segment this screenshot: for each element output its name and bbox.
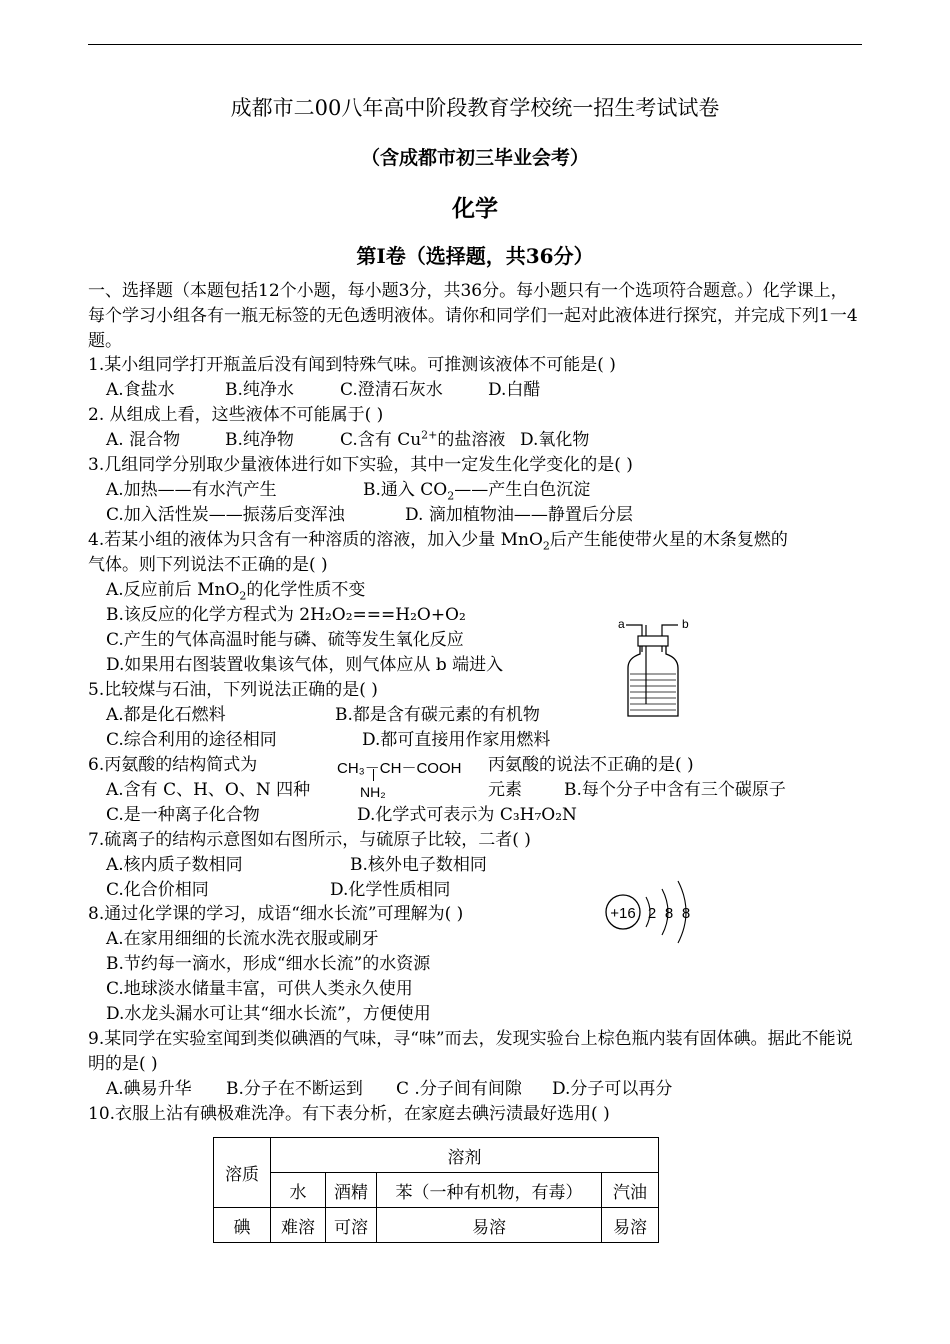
q2-stem: 2. 从组成上看，这些液体不可能属于( ) [88, 405, 384, 425]
bottle-stopper [638, 636, 668, 646]
q2-option-d: D.氧化物 [520, 430, 590, 450]
q6-option-a-tail: 元素 [488, 780, 522, 800]
q5-stem: 5.比较煤与石油，下列说法正确的是( ) [88, 680, 378, 700]
cell-alcohol: 可溶 [326, 1208, 377, 1243]
exam-subtitle: （含成都市初三毕业会考） [360, 147, 589, 169]
q6-option-b: B.每个分子中含有三个碳原子 [564, 780, 786, 800]
solvent-benzene: 苯（一种有机物，有毒） [377, 1173, 602, 1208]
bottle-body [628, 646, 678, 716]
iodine-solubility-table [213, 1137, 659, 1243]
gas-bottle-figure [612, 612, 702, 722]
q1-option-a: A.食盐水 [106, 380, 175, 400]
cell-benzene: 易溶 [377, 1208, 602, 1243]
q2-c-sup: 2+ [421, 428, 438, 442]
shell-count-3: 8 [681, 905, 691, 922]
q4-option-b: B.该反应的化学方程式为 2H₂O₂===H₂O+O₂ [106, 605, 466, 625]
q10-stem: 10.衣服上沾有碘极难洗净。有下表分析，在家庭去碘污渍最好选用( ) [88, 1104, 610, 1124]
subject-title: 化学 [452, 195, 498, 222]
fig-label-b: b [682, 617, 689, 631]
q3-option-a: A.加热——有水汽产生 [106, 480, 277, 500]
q4-a-sub: 2 [239, 589, 247, 603]
q4-a-text1: A.反应前后 MnO [106, 580, 240, 600]
q4-option-d: D.如果用右图装置收集该气体，则气体应从 b 端进入 [106, 655, 504, 675]
q8-option-b: B.节约每一滴水，形成“细水长流”的水资源 [106, 954, 431, 974]
q2-option-c [340, 429, 505, 451]
q4-stem-text2: 后产生能使带火星的木条复燃的 [549, 530, 788, 550]
sulfide-ion-diagram [600, 875, 700, 950]
solvent-alcohol: 酒精 [326, 1173, 377, 1208]
q4-stem-line2: 气体。则下列说法不正确的是( ) [88, 555, 328, 575]
exam-title: 成都市二00八年高中阶段教育学校统一招生考试试卷 [230, 96, 720, 120]
alanine-bond [373, 769, 375, 781]
q7-option-b: B.核外电子数相同 [350, 855, 487, 875]
q4-stem-line1 [88, 529, 788, 551]
shell-count-2: 8 [664, 905, 674, 922]
q1-stem: 1.某小组同学打开瓶盖后没有闻到特殊气味。可推测该液体不可能是( ) [88, 355, 616, 375]
table-row [214, 1138, 659, 1173]
shell-count-1: 2 [647, 905, 657, 922]
solvent-gasoline: 汽油 [602, 1173, 659, 1208]
q4-stem-text1: 4.若某小组的液体为只含有一种溶质的溶液，加入少量 MnO [88, 530, 543, 550]
q7-option-d: D.化学性质相同 [330, 880, 451, 900]
q3-b-sub: 2 [447, 489, 455, 503]
table-row [214, 1208, 659, 1243]
q3-b-text2: ——产生白色沉淀 [454, 480, 591, 500]
q3-b-text1: B.通入 CO [363, 480, 448, 500]
q8-option-c: C.地球淡水储量丰富，可供人类永久使用 [106, 979, 413, 999]
q2-c-text2: 的盐溶液 [437, 430, 506, 450]
alanine-formula: CH₃－CH－COOH [337, 760, 462, 777]
solvent-header: 溶剂 [271, 1138, 659, 1173]
q3-option-c: C.加入活性炭——振荡后变浑浊 [106, 505, 345, 525]
q7-stem: 7.硫离子的结构示意图如右图所示，与硫原子比较，二者( ) [88, 830, 531, 850]
q5-option-c: C.综合利用的途径相同 [106, 730, 277, 750]
q7-option-a: A.核内质子数相同 [106, 855, 243, 875]
q6-stem-part1: 6.丙氨酸的结构简式为 [88, 755, 258, 775]
q4-option-c: C.产生的气体高温时能与磷、硫等发生氧化反应 [106, 630, 464, 650]
q8-stem: 8.通过化学课的学习，成语“细水长流”可理解为( ) [88, 904, 464, 924]
q4-stem-sub: 2 [542, 539, 550, 553]
solvent-water: 水 [271, 1173, 326, 1208]
section-title: 第Ⅰ卷（选择题，共36分） [356, 244, 594, 268]
q2-option-a: A. 混合物 [106, 430, 181, 450]
alanine-nh2: NH₂ [360, 784, 386, 800]
row-label-iodine: 碘 [214, 1208, 271, 1243]
solute-header: 溶质 [214, 1138, 271, 1208]
q5-option-d: D.都可直接用作家用燃料 [362, 730, 551, 750]
q6-option-d: D.化学式可表示为 C₃H₇O₂N [357, 805, 577, 825]
table-row [214, 1173, 659, 1208]
q8-option-d: D.水龙头漏水可让其“细水长流”，方便使用 [106, 1004, 431, 1024]
water-lines [630, 674, 676, 710]
intro-paragraph: 一、选择题（本题包括12个小题，每小题3分，共36分。每小题只有一个选项符合题意。）化学课上，每个学习小组各有一瓶无标签的无色透明液体。请你和同学们一起对此液体进行探究，并完成下列1一4题。 [88, 281, 858, 351]
q7-option-c: C.化合价相同 [106, 880, 209, 900]
q4-option-a [106, 579, 365, 601]
cell-gasoline: 易溶 [602, 1208, 659, 1243]
q6-option-a: A.含有 C、H、O、N 四种 [106, 780, 311, 800]
cell-water: 难溶 [271, 1208, 326, 1243]
q6-stem-part2: 丙氨酸的说法不正确的是( ) [488, 755, 694, 775]
q1-option-c: C.澄清石灰水 [340, 380, 443, 400]
q9-option-b: B.分子在不断运到 [226, 1079, 363, 1099]
q5-option-a: A.都是化石燃料 [106, 705, 226, 725]
q1-option-d: D.白醋 [488, 380, 541, 400]
q3-stem: 3.几组同学分别取少量液体进行如下实验，其中一定发生化学变化的是( ) [88, 455, 633, 475]
q9-option-c: C .分子间有间隙 [396, 1079, 522, 1099]
fig-label-a: a [618, 617, 625, 631]
q9-option-a: A.碘易升华 [106, 1079, 192, 1099]
top-rule [88, 44, 862, 45]
q4-a-text2: 的化学性质不变 [246, 580, 366, 600]
q8-option-a: A.在家用细细的长流水洗衣服或刷牙 [106, 929, 379, 949]
q9-option-d: D.分子可以再分 [552, 1079, 673, 1099]
q2-c-text1: C.含有 Cu [340, 430, 422, 450]
q1-option-b: B.纯净水 [225, 380, 294, 400]
q3-option-d: D. 滴加植物油——静置后分层 [405, 505, 633, 525]
q2-option-b: B.纯净物 [225, 430, 294, 450]
q9-stem: 9.某同学在实验室闻到类似碘酒的气味，寻“味”而去，发现实验台上棕色瓶内装有固体碘。据此不能说明的是( ) [88, 1029, 853, 1074]
q6-option-c: C.是一种离子化合物 [106, 805, 260, 825]
nucleus-charge: +16 [610, 905, 636, 922]
q5-option-b: B.都是含有碳元素的有机物 [335, 705, 540, 725]
q3-option-b [363, 479, 590, 501]
